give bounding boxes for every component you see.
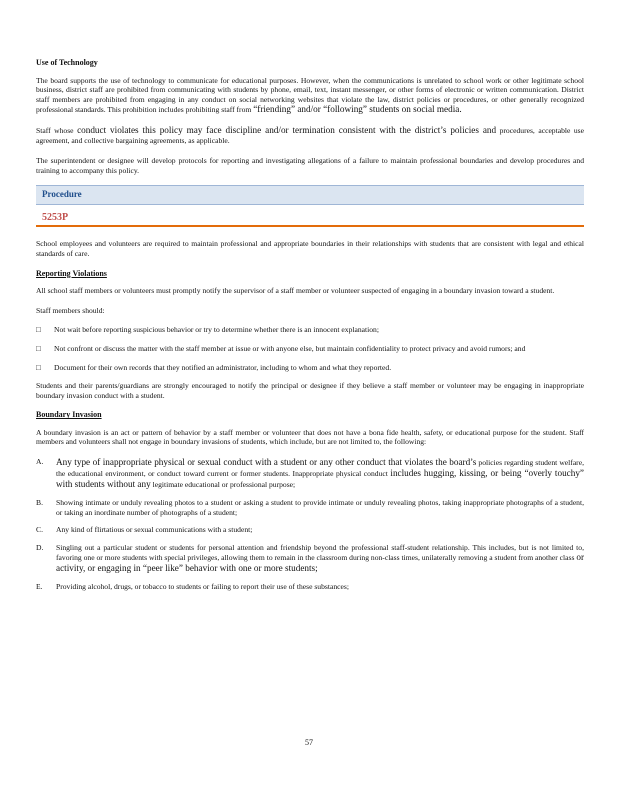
technology-paragraph-2-emphasis: conduct violates this policy may face discipline and/or termination consistent with the district’s policies and <box>77 125 497 136</box>
technology-paragraph-1-emphasis: “friending” and/or “following” students on social media. <box>253 104 462 115</box>
technology-paragraph-1 <box>36 76 584 116</box>
section-divider <box>36 225 584 227</box>
procedure-intro: School employees and volunteers are required to maintain professional and appropriate boundaries in their relationships with students that are consistent with legal and ethical standards of care. <box>36 239 584 258</box>
reporting-violations-heading: Reporting Violations <box>36 268 107 278</box>
boundary-item-label: C. <box>36 525 43 535</box>
page-number: 57 <box>305 738 313 747</box>
bullet-box-icon: □ <box>36 325 41 335</box>
boundary-item-label: E. <box>36 582 43 592</box>
reporting-paragraph-1: All school staff members or volunteers must promptly notify the supervisor of a staff member or volunteer suspected of engaging in a boundary invasion toward a student. <box>36 286 555 296</box>
technology-paragraph-2-lead: Staff whose <box>36 126 74 136</box>
reporting-paragraph-2: Staff members should: <box>36 305 105 315</box>
technology-paragraph-2 <box>36 125 584 146</box>
boundary-item-text <box>56 457 584 490</box>
boundary-item-emphasis: or activity, or engaging in “peer like” behavior with one or more students; <box>56 552 584 574</box>
use-of-technology-heading: Use of Technology <box>36 58 98 67</box>
boundary-item-body: legitimate educational or professional purpose; <box>152 480 296 490</box>
boundary-item-text <box>56 543 584 575</box>
reporting-bullet <box>36 325 584 335</box>
technology-paragraph-1-text: The board supports the use of technology to communicate for educational purposes. However, when the communications is unrelated to school work or other legitimate school business, district staff are prohibited from communicating with students by phone, email, text, instant messenger, or other forms of electronic or written communication. District staff members are prohibited from engaging in any conduct on social networking websites that violate the law, district policies or procedures, or other generally recognized professional standards. This prohibition includes prohibiting staff from <box>36 75 584 115</box>
reporting-bullet-text: Not wait before reporting suspicious behavior or try to determine whether there is an innocent explanation; <box>54 325 379 335</box>
boundary-invasion-heading: Boundary Invasion <box>36 410 102 420</box>
boundary-item-emphasis: Any type of inappropriate physical or sexual conduct with a student or any other conduct that violates the board’s <box>56 457 477 468</box>
boundary-item-body: policies regarding student welfare, the educational environment, or conduct toward current or former students. Inappropriate physical conduct <box>56 458 584 479</box>
boundary-item-text: Any kind of flirtatious or sexual communications with a student; <box>56 525 253 535</box>
bullet-box-icon: □ <box>36 362 41 372</box>
boundary-item <box>36 498 584 517</box>
boundary-item-body: Singling out a particular student or students for personal attention and friendship beyond the professional staff-student relationship. This includes, but is not limited to, favoring one or more students with special privileges, allowing them to remain in the classroom during non-class times, unilaterally removing a student from another class <box>56 542 584 563</box>
reporting-paragraph-3: Students and their parents/guardians are strongly encouraged to notify the principal or designee if they believe a staff member or volunteer may be engaging in inappropriate boundary invasion conduct with a student. <box>36 381 584 400</box>
boundary-item-label: B. <box>36 498 43 508</box>
boundary-item <box>36 582 584 592</box>
technology-paragraph-2-tail: procedures, acceptable use agreement, and collective bargaining agreements, as applicable. <box>36 126 584 146</box>
boundary-item-text: Showing intimate or unduly revealing photos to a student or asking a student to provide intimate or unduly revealing photos, taking inappropriate photographs of a student, or taking an inordinate number of photographs of a student; <box>56 498 584 517</box>
boundary-item-emphasis: includes hugging, kissing, or being “overly touchy” with students without any <box>56 468 585 490</box>
technology-paragraph-3: The superintendent or designee will develop protocols for reporting and investigating allegations of a failure to maintain professional boundaries and develop procedures and training to accompany this policy. <box>36 155 584 175</box>
reporting-bullet-text: Not confront or discuss the matter with the staff member at issue or with anyone else, but maintain confidentiality to protect privacy and avoid rumors; and <box>54 343 526 353</box>
reporting-bullet <box>36 344 584 354</box>
boundary-item-label: A. <box>36 457 44 467</box>
boundary-item <box>36 457 584 490</box>
boundary-item-text: Providing alcohol, drugs, or tobacco to students or failing to report their use of these substances; <box>56 582 349 592</box>
boundary-item <box>36 525 584 535</box>
reporting-bullet <box>36 363 584 373</box>
page-content <box>36 58 584 600</box>
procedure-banner: Procedure <box>36 185 584 205</box>
boundary-paragraph-1: A boundary invasion is an act or pattern of behavior by a staff member or volunteer that does not have a bona fide health, safety, or educational purpose for the student. Staff members and volunteers shall not engage in boundary invasions of students, which include, but are not limited to, the following: <box>36 427 584 447</box>
bullet-box-icon: □ <box>36 343 41 353</box>
boundary-item-label: D. <box>36 542 44 552</box>
reporting-bullet-text: Document for their own records that they notified an administrator, including to whom and what they reported. <box>54 362 392 372</box>
procedure-code: 5253P <box>42 211 69 223</box>
boundary-item <box>36 543 584 575</box>
